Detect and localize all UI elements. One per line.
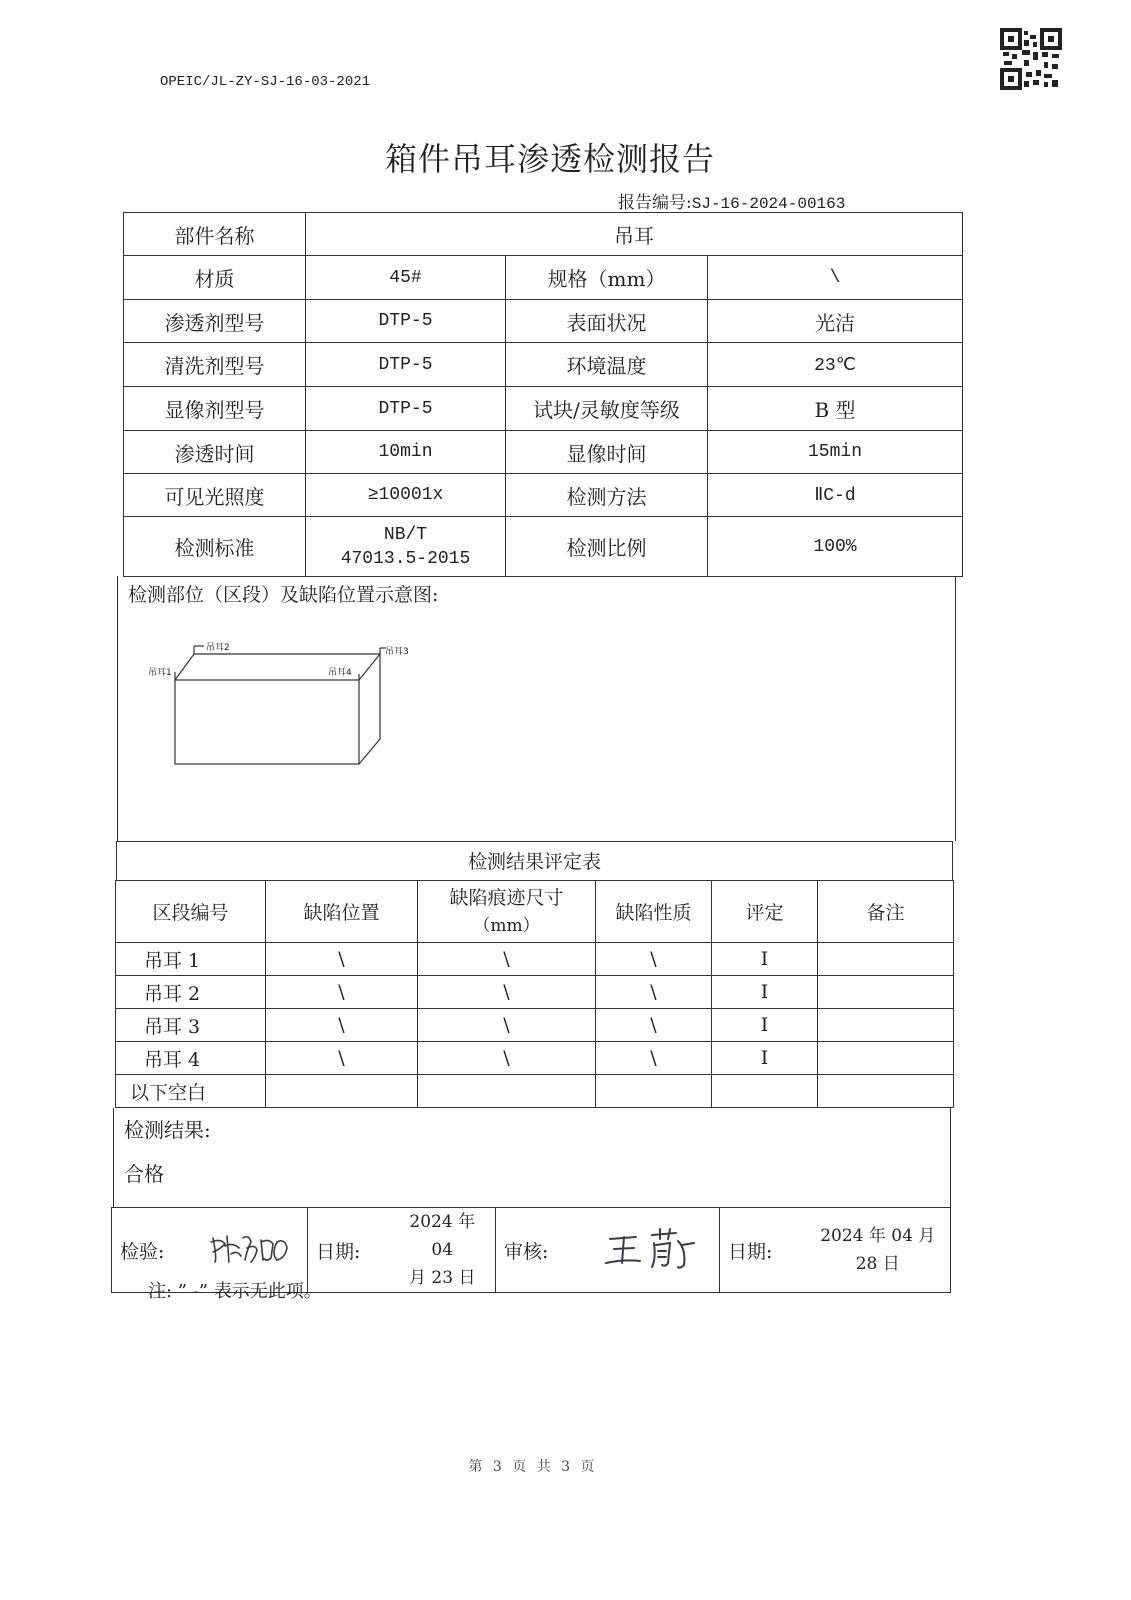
- cell-remark: [818, 1009, 954, 1042]
- ratio-label: 检测比例: [506, 517, 708, 577]
- info-label: 环境温度: [506, 343, 708, 387]
- info-value: ⅡC-d: [708, 474, 963, 517]
- info-value: 23℃: [708, 343, 963, 387]
- ratio-value: 100%: [708, 517, 963, 577]
- cell-section: 吊耳 4: [116, 1042, 266, 1075]
- part-name-label: 部件名称: [124, 213, 306, 256]
- cell-nature: \: [596, 1009, 712, 1042]
- report-number-value: SJ-16-2024-00163: [691, 195, 846, 213]
- standard-value-line1: NB/T: [383, 524, 428, 545]
- lug2-label: 吊耳2: [206, 643, 230, 653]
- conclusion-label: 检测结果:: [124, 1118, 211, 1142]
- info-label: 显像时间: [506, 431, 708, 474]
- blank-row-label: 以下空白: [116, 1075, 266, 1108]
- table-row-blank: [116, 1075, 954, 1108]
- cell-nature: \: [596, 1042, 712, 1075]
- header-size-line2: （mm）: [473, 915, 540, 936]
- header-section: 区段编号: [116, 881, 266, 943]
- info-label: 渗透时间: [124, 431, 306, 474]
- cell-nature: \: [596, 943, 712, 976]
- info-row: [124, 431, 963, 474]
- info-value: \: [708, 256, 963, 300]
- info-label: 表面状况: [506, 300, 708, 343]
- results-table: [115, 880, 954, 1108]
- cell-remark: [818, 976, 954, 1009]
- info-row: [124, 474, 963, 517]
- results-header-row: [116, 881, 954, 943]
- cell-position: \: [266, 1009, 418, 1042]
- cell-size: \: [418, 1042, 596, 1075]
- header-nature: 缺陷性质: [596, 881, 712, 943]
- date2-value: [806, 1208, 951, 1293]
- box-sketch: [118, 576, 955, 841]
- cell-rating: Ⅰ: [712, 976, 818, 1009]
- date1-label: 日期:: [308, 1208, 390, 1293]
- header-size-line1: 缺陷痕迹尺寸: [449, 886, 564, 909]
- handwritten-signature-icon: [600, 1223, 710, 1273]
- info-value: ≥10001x: [306, 474, 506, 517]
- cell-rating: Ⅰ: [712, 1042, 818, 1075]
- standard-value: [306, 517, 506, 577]
- cell-rating: Ⅰ: [712, 943, 818, 976]
- cell-section: 吊耳 2: [116, 976, 266, 1009]
- header-rating: 评定: [712, 881, 818, 943]
- info-value: 光洁: [708, 300, 963, 343]
- date2-label: 日期:: [720, 1208, 806, 1293]
- info-value: DTP-5: [306, 300, 506, 343]
- info-label: 检测方法: [506, 474, 708, 517]
- cell-remark: [818, 1042, 954, 1075]
- date2-line2: 28 日: [855, 1254, 900, 1274]
- table-row: [116, 1009, 954, 1042]
- date1-line1: 2024 年 04: [409, 1212, 476, 1260]
- handwritten-signature-icon: [207, 1228, 297, 1268]
- cell-section: 吊耳 1: [116, 943, 266, 976]
- header-position: 缺陷位置: [266, 881, 418, 943]
- cell-nature: \: [596, 976, 712, 1009]
- date2-line1: 2024 年 04 月: [820, 1226, 936, 1246]
- cell-position: \: [266, 1042, 418, 1075]
- cell-size: \: [418, 1009, 596, 1042]
- standard-label: 检测标准: [124, 517, 306, 577]
- conclusion-value: 合格: [124, 1162, 164, 1186]
- info-label: 可见光照度: [124, 474, 306, 517]
- header-remark: 备注: [818, 881, 954, 943]
- info-value: DTP-5: [306, 387, 506, 431]
- info-label: 显像剂型号: [124, 387, 306, 431]
- lug4-label: 吊耳4: [328, 668, 352, 678]
- qr-code-icon: [1000, 28, 1062, 90]
- info-value: 45#: [306, 256, 506, 300]
- info-label: 规格（mm）: [506, 256, 708, 300]
- info-label: 渗透剂型号: [124, 300, 306, 343]
- report-number: [618, 188, 845, 213]
- info-row: [124, 256, 963, 300]
- part-name-value: 吊耳: [306, 213, 963, 256]
- info-label: 材质: [124, 256, 306, 300]
- info-value: B 型: [708, 387, 963, 431]
- box-front-face: [175, 680, 359, 764]
- conclusion-section: [113, 1108, 951, 1208]
- info-row: [124, 300, 963, 343]
- inspection-info-table: [123, 212, 963, 577]
- table-row: [116, 943, 954, 976]
- lug3-label: 吊耳3: [385, 647, 409, 657]
- info-value: 10min: [306, 431, 506, 474]
- info-row-part: [124, 213, 963, 256]
- document-code: OPEIC/JL-ZY-SJ-16-03-2021: [160, 74, 371, 90]
- info-row: [124, 343, 963, 387]
- header-size: [418, 881, 596, 943]
- cell-section: 吊耳 3: [116, 1009, 266, 1042]
- lug1-label: 吊耳1: [148, 668, 172, 678]
- info-row-standard: [124, 517, 963, 577]
- date1-value: [390, 1208, 496, 1293]
- cell-remark: [818, 943, 954, 976]
- review-label: 审核:: [496, 1208, 592, 1293]
- standard-value-line2: 47013.5-2015: [340, 548, 471, 569]
- page-number: 第 3 页 共 3 页: [468, 1459, 598, 1475]
- cell-position: \: [266, 976, 418, 1009]
- table-row: [116, 1042, 954, 1075]
- results-table-caption: 检测结果评定表: [116, 841, 953, 881]
- table-row: [116, 976, 954, 1009]
- cell-rating: Ⅰ: [712, 1009, 818, 1042]
- cell-size: \: [418, 943, 596, 976]
- info-label: 清洗剂型号: [124, 343, 306, 387]
- info-row: [124, 387, 963, 431]
- inspection-location-diagram: [117, 576, 956, 841]
- info-value: DTP-5: [306, 343, 506, 387]
- diagram-title: 检测部位（区段）及缺陷位置示意图:: [128, 584, 439, 606]
- cell-position: \: [266, 943, 418, 976]
- cell-size: \: [418, 976, 596, 1009]
- inspect-label: 检验:: [112, 1208, 198, 1293]
- report-number-label: 报告编号:: [618, 193, 692, 213]
- report-title: 箱件吊耳渗透检测报告: [384, 140, 715, 178]
- info-label: 试块/灵敏度等级: [506, 387, 708, 431]
- box-side-face: [359, 654, 380, 764]
- footnote: 注: ” -” 表示无此项。: [148, 1281, 322, 1302]
- reviewer-signature: [592, 1208, 720, 1293]
- date1-line2: 月 23 日: [409, 1268, 476, 1288]
- info-value: 15min: [708, 431, 963, 474]
